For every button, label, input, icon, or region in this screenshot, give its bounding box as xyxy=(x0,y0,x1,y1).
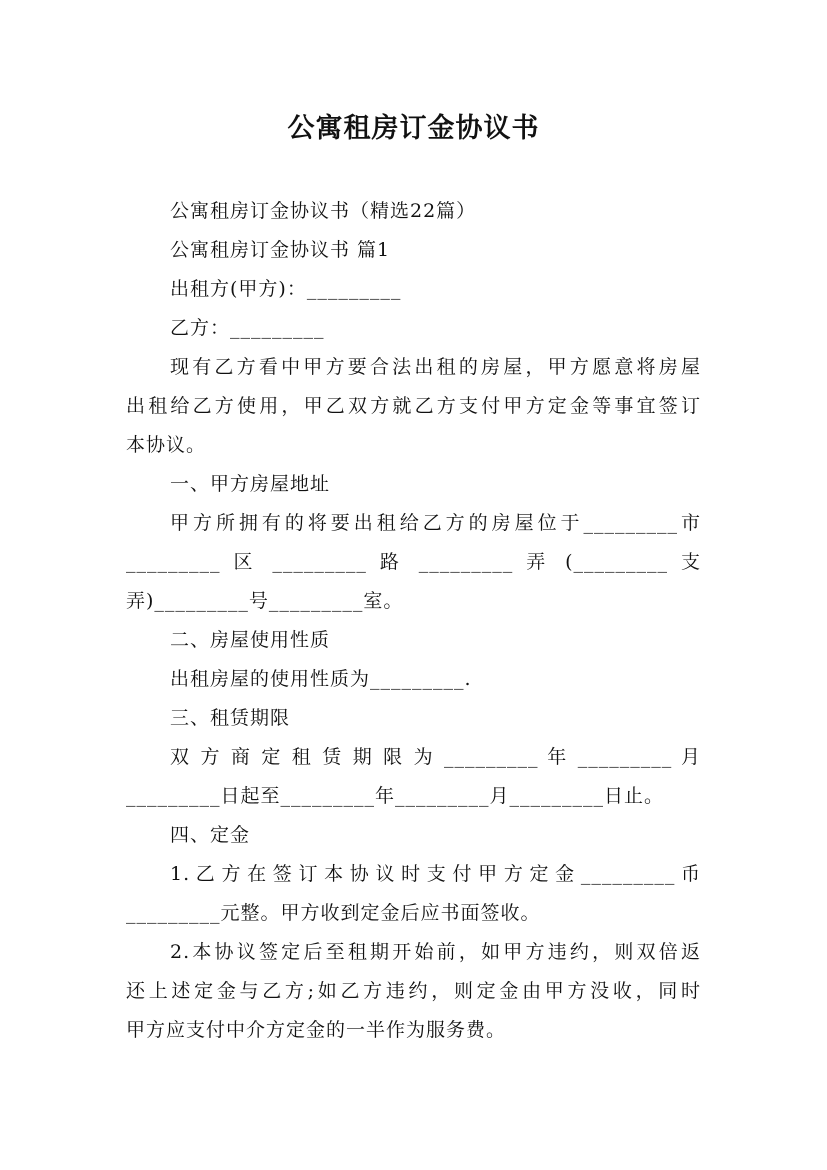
paragraph-line: 甲方所拥有的将要出租给乙方的房屋位于_________市 xyxy=(170,512,701,534)
paragraph-line: 现有乙方看中甲方要合法出租的房屋，甲方愿意将房屋 xyxy=(170,356,701,378)
paragraph-line: _________元整。甲方收到定金后应书面签收。 xyxy=(126,902,541,924)
paragraph-line: _________日起至_________年_________月_________日止。 xyxy=(126,785,665,807)
lessee-line: 乙方：_________ xyxy=(170,317,325,339)
document-title: 公寓租房订金协议书 xyxy=(287,113,540,144)
paragraph-line: 1.乙方在签订本协议时支付甲方定金_________币 xyxy=(170,863,701,885)
paragraph-line: 2.本协议签定后至租期开始前，如甲方违约，则双倍返 xyxy=(170,941,701,963)
subtitle-line: 公寓租房订金协议书（精选22篇） xyxy=(170,200,477,222)
paragraph-line: _________ 区 _________ 路 _________ 弄 (_________ 支 xyxy=(126,551,701,573)
clause-heading-line: 三、租赁期限 xyxy=(170,707,291,729)
paragraph-line: 双 方 商 定 租 赁 期 限 为 _________ 年 _________ 月 xyxy=(170,746,701,768)
paragraph-line: 甲方应支付中介方定金的一半作为服务费。 xyxy=(126,1019,507,1041)
paragraph-line: 本协议。 xyxy=(126,434,207,456)
clause-heading-line: 二、房屋使用性质 xyxy=(170,629,331,651)
lessor-line: 出租方(甲方)：_________ xyxy=(170,278,402,300)
paragraph-line: 弄)_________号_________室。 xyxy=(126,590,404,612)
paragraph-line: 出租给乙方使用，甲乙双方就乙方支付甲方定金等事宜签订 xyxy=(126,395,701,417)
clause-heading-line: 四、定金 xyxy=(170,824,251,846)
clause-heading-line: 一、甲方房屋地址 xyxy=(170,473,331,495)
section-heading-line: 公寓租房订金协议书 篇1 xyxy=(170,239,391,261)
paragraph-line: 还上述定金与乙方;如乙方违约，则定金由甲方没收，同时 xyxy=(126,980,701,1002)
paragraph-line: 出租房屋的使用性质为_________. xyxy=(170,668,472,690)
